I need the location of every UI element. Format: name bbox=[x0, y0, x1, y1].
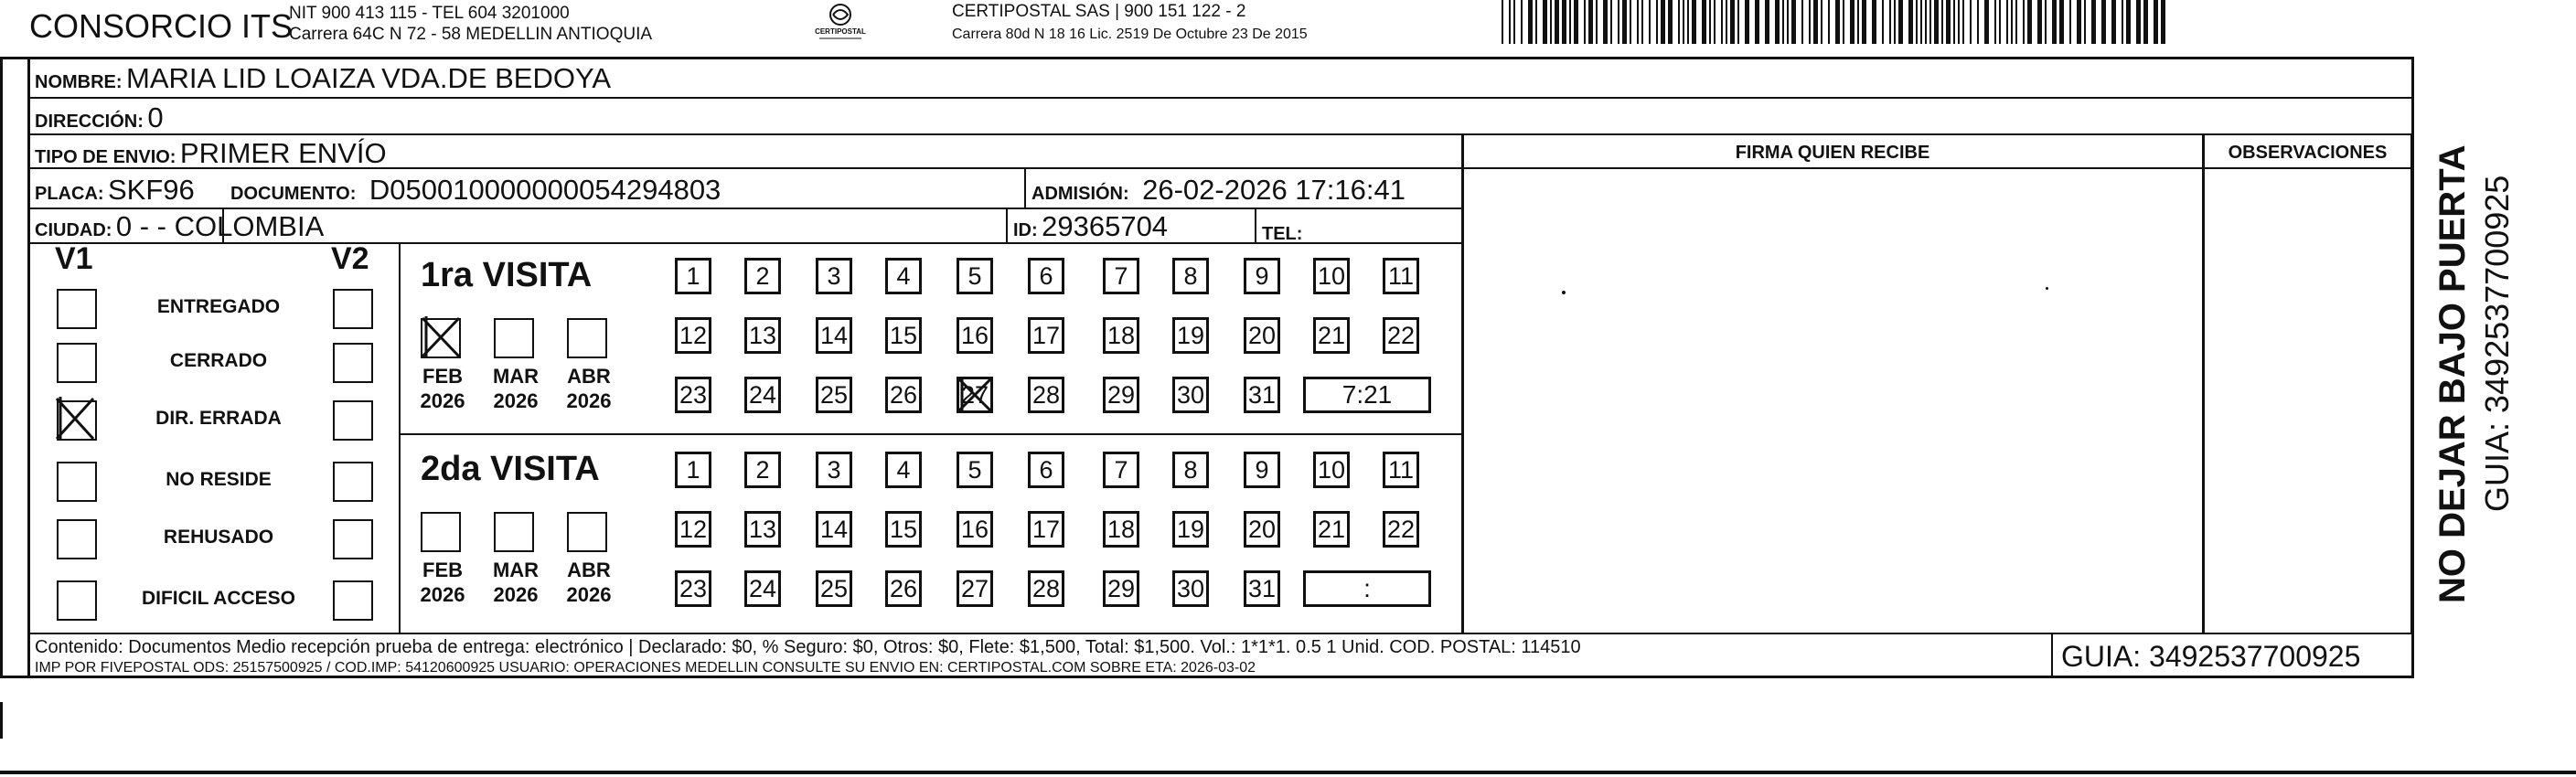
day-box[interactable]: 9 bbox=[1244, 452, 1280, 488]
company-name: CONSORCIO ITS bbox=[29, 7, 294, 45]
form-left-border bbox=[0, 57, 3, 678]
barcode-bar bbox=[1821, 0, 1822, 44]
day-box[interactable]: 13 bbox=[744, 317, 781, 354]
status-option-label: CERRADO bbox=[169, 350, 268, 371]
side-guia: GUIA: 3492537700925 bbox=[2478, 175, 2516, 512]
barcode-bar bbox=[1521, 0, 1523, 44]
day-box[interactable]: 3 bbox=[816, 258, 852, 294]
month-year: 2026 bbox=[566, 583, 612, 606]
barcode-bar bbox=[1843, 0, 1844, 44]
day-box[interactable]: 18 bbox=[1103, 511, 1139, 548]
barcode-bar bbox=[2069, 0, 2071, 44]
barcode-bar bbox=[1574, 0, 1578, 44]
day-box[interactable]: 29 bbox=[1103, 377, 1139, 413]
month-label bbox=[563, 364, 615, 413]
v2-checkbox[interactable] bbox=[333, 580, 373, 621]
barcode-bar bbox=[2122, 0, 2123, 44]
barcode-bar bbox=[1755, 0, 1759, 44]
day-box[interactable]: 5 bbox=[957, 258, 993, 294]
day-box[interactable]: 28 bbox=[1028, 570, 1064, 607]
barcode-bar bbox=[2045, 0, 2047, 44]
address-line: Carrera 64C N 72 - 58 MEDELLIN ANTIOQUIA bbox=[289, 25, 653, 44]
day-box[interactable]: 26 bbox=[885, 377, 922, 413]
barcode-bar bbox=[1958, 0, 1960, 44]
day-box[interactable]: 30 bbox=[1172, 377, 1209, 413]
bottom-edge-line bbox=[0, 771, 2576, 774]
barcode-bar bbox=[1929, 0, 1931, 44]
visit-time-box[interactable]: 7:21 bbox=[1303, 377, 1431, 413]
month-checkbox[interactable] bbox=[567, 512, 607, 552]
day-box[interactable]: 23 bbox=[675, 377, 711, 413]
day-box[interactable]: 26 bbox=[885, 570, 922, 607]
barcode-bar bbox=[1528, 0, 1533, 44]
barcode-bar bbox=[1509, 0, 1511, 44]
v1-label: V1 bbox=[55, 241, 93, 276]
id-field: ID: 29365704 bbox=[1013, 210, 1169, 242]
day-box[interactable]: 25 bbox=[816, 570, 852, 607]
handwritten-mark-icon bbox=[53, 395, 97, 442]
day-box[interactable]: 8 bbox=[1172, 258, 1209, 294]
barcode-bar bbox=[1603, 0, 1608, 44]
v1-checkbox[interactable] bbox=[57, 580, 97, 621]
imp-line: IMP POR FIVEPOSTAL ODS: 25157500925 / COD.IMP: 54120600925 USUARIO: OPERACIONES MEDELLIN CONSULTE SU ENVIO EN: CERTIPOSTAL.COM SOBRE ETA: 2026-03-02 bbox=[35, 660, 1256, 676]
month-label bbox=[417, 364, 468, 413]
direccion-value: 0 bbox=[147, 101, 164, 133]
barcode-bar bbox=[1721, 0, 1723, 44]
barcode-bar bbox=[1661, 0, 1665, 44]
id-value: 29365704 bbox=[1042, 210, 1169, 242]
month-name: ABR bbox=[567, 365, 611, 388]
day-box[interactable]: 27 bbox=[957, 570, 993, 607]
placa-value: SKF96 bbox=[108, 174, 195, 206]
day-box[interactable]: 5 bbox=[957, 452, 993, 488]
day-box[interactable]: 13 bbox=[744, 511, 781, 548]
day-box[interactable]: 14 bbox=[816, 317, 852, 354]
month-label bbox=[563, 558, 615, 607]
month-name: MAR bbox=[492, 365, 540, 388]
stray-dot bbox=[1562, 291, 1566, 294]
day-box[interactable]: 11 bbox=[1383, 452, 1419, 488]
barcode-bar bbox=[1835, 0, 1840, 44]
barcode-bar bbox=[1588, 0, 1593, 44]
month-checkbox[interactable] bbox=[494, 512, 534, 552]
day-box[interactable]: 7 bbox=[1103, 258, 1139, 294]
barcode-bar bbox=[1555, 0, 1559, 44]
v1-checkbox[interactable] bbox=[57, 343, 97, 383]
month-year: 2026 bbox=[493, 583, 539, 606]
barcode-bar bbox=[1970, 0, 1972, 44]
barcode-bar bbox=[1543, 0, 1547, 44]
no-dejar-bajo-puerta: NO DEJAR BAJO PUERTA bbox=[2432, 144, 2473, 603]
ciudad-value: 0 - - COLOMBIA bbox=[115, 210, 325, 242]
certipostal-logo: CERTIPOSTAL bbox=[808, 2, 872, 48]
tel-field: TEL: bbox=[1262, 224, 1303, 244]
month-year: 2026 bbox=[493, 389, 539, 412]
v2-label: V2 bbox=[331, 241, 369, 276]
barcode-bar bbox=[1908, 0, 1913, 44]
day-box[interactable]: 12 bbox=[675, 317, 711, 354]
barcode-bar bbox=[1668, 0, 1673, 44]
v2-checkbox[interactable] bbox=[333, 462, 373, 502]
visit-title: 1ra VISITA bbox=[421, 256, 593, 294]
day-box[interactable]: 3 bbox=[816, 452, 852, 488]
barcode-bar bbox=[1656, 0, 1658, 44]
barcode-bar bbox=[1692, 0, 1696, 44]
barcode bbox=[1502, 0, 2176, 46]
barcode-bar bbox=[1894, 0, 1896, 44]
barcode-bar bbox=[1934, 0, 1939, 44]
barcode-bar bbox=[2143, 0, 2148, 44]
month-name: MAR bbox=[492, 559, 540, 581]
day-box[interactable]: 10 bbox=[1313, 258, 1350, 294]
month-name: FEB bbox=[422, 559, 463, 581]
barcode-bar bbox=[1550, 0, 1552, 44]
admision-field: ADMISIÓN: 26-02-2026 17:16:41 bbox=[1031, 174, 1406, 206]
day-box[interactable]: 9 bbox=[1244, 258, 1280, 294]
documento-field: DOCUMENTO: D050010000000054294803 bbox=[230, 174, 721, 206]
barcode-bar bbox=[1649, 0, 1651, 44]
nombre-field: NOMBRE: MARIA LID LOAIZA VDA.DE BEDOYA bbox=[35, 62, 612, 94]
status-option-label: DIFICIL ACCESO bbox=[141, 588, 295, 609]
barcode-bar bbox=[1862, 0, 1866, 44]
day-box[interactable]: 24 bbox=[744, 377, 781, 413]
barcode-bar bbox=[1962, 0, 1964, 44]
barcode-bar bbox=[1765, 0, 1769, 44]
barcode-bar bbox=[1977, 0, 1979, 44]
month-name: FEB bbox=[422, 365, 463, 388]
barcode-bar bbox=[2101, 0, 2106, 44]
barcode-bar bbox=[1809, 0, 1811, 44]
month-checkbox[interactable] bbox=[421, 512, 461, 552]
day-box[interactable]: 23 bbox=[675, 570, 711, 607]
barcode-bar bbox=[1618, 0, 1619, 44]
month-checkbox[interactable] bbox=[494, 318, 534, 358]
day-box[interactable]: 16 bbox=[957, 317, 993, 354]
day-box[interactable]: 27 bbox=[957, 377, 993, 413]
day-box[interactable]: 11 bbox=[1383, 258, 1419, 294]
month-name: ABR bbox=[567, 559, 611, 581]
barcode-bar bbox=[1569, 0, 1571, 44]
barcode-bar bbox=[1535, 0, 1537, 44]
day-box[interactable]: 24 bbox=[744, 570, 781, 607]
barcode-bar bbox=[1584, 0, 1586, 44]
status-option-label: REHUSADO bbox=[163, 527, 274, 548]
month-checkbox[interactable] bbox=[567, 318, 607, 358]
barcode-bar bbox=[1745, 0, 1749, 44]
day-box[interactable]: 1 bbox=[675, 452, 711, 488]
v2-checkbox[interactable] bbox=[333, 519, 373, 559]
day-box[interactable]: 22 bbox=[1383, 511, 1419, 548]
barcode-bar bbox=[1730, 0, 1735, 44]
contenido-line: Contenido: Documentos Medio recepción prueba de entrega: electrónico | Declarado: $0, % Seguro: $0, Otros: $0, Flete: $1,500, Total: $1,500. Vol.: 1*1*1. 0.5 1 Unid. COD. POSTAL: 114510 bbox=[35, 637, 1581, 657]
day-box[interactable]: 7 bbox=[1103, 452, 1139, 488]
visit-title: 2da VISITA bbox=[421, 450, 600, 488]
day-box[interactable]: 21 bbox=[1313, 511, 1350, 548]
barcode-bar bbox=[1596, 0, 1598, 44]
barcode-bar bbox=[2011, 0, 2013, 44]
barcode-bar bbox=[1946, 0, 1951, 44]
barcode-bar bbox=[1941, 0, 1943, 44]
barcode-bar bbox=[2059, 0, 2064, 44]
barcode-bar bbox=[2077, 0, 2081, 44]
admision-value: 26-02-2026 17:16:41 bbox=[1142, 174, 1406, 206]
stray-dot bbox=[2046, 287, 2048, 290]
v2-checkbox[interactable] bbox=[333, 289, 373, 329]
firma-header: FIRMA QUIEN RECIBE bbox=[1735, 143, 1930, 163]
month-label bbox=[490, 558, 541, 607]
day-box[interactable]: 20 bbox=[1244, 317, 1280, 354]
day-box[interactable]: 22 bbox=[1383, 317, 1419, 354]
barcode-bar bbox=[1637, 0, 1639, 44]
v2-checkbox[interactable] bbox=[333, 343, 373, 383]
barcode-bar bbox=[1782, 0, 1784, 44]
day-box[interactable]: 19 bbox=[1172, 317, 1209, 354]
barcode-bar bbox=[1610, 0, 1612, 44]
barcode-bar bbox=[1857, 0, 1859, 44]
barcode-bar bbox=[1683, 0, 1684, 44]
v1-checkbox[interactable] bbox=[57, 289, 97, 329]
guia-box-value: GUIA: 3492537700925 bbox=[2061, 640, 2361, 673]
day-box[interactable]: 20 bbox=[1244, 511, 1280, 548]
handwritten-mark-icon bbox=[419, 314, 463, 360]
day-box[interactable]: 19 bbox=[1172, 511, 1209, 548]
barcode-bar bbox=[1641, 0, 1643, 44]
day-box[interactable]: 15 bbox=[885, 511, 922, 548]
day-box[interactable]: 31 bbox=[1244, 570, 1280, 607]
month-label bbox=[417, 558, 468, 607]
barcode-bar bbox=[1999, 0, 2001, 44]
barcode-bar bbox=[2027, 0, 2032, 44]
barcode-bar bbox=[2037, 0, 2042, 44]
license-line: Carrera 80d N 18 16 Lic. 2519 De Octubre 23 De 2015 bbox=[952, 27, 1308, 42]
barcode-bar bbox=[2023, 0, 2025, 44]
observaciones-header: OBSERVACIONES bbox=[2228, 143, 2388, 163]
barcode-bar bbox=[1502, 0, 1503, 44]
month-year: 2026 bbox=[420, 583, 465, 606]
v1-checkbox[interactable] bbox=[57, 519, 97, 559]
day-box[interactable]: 2 bbox=[744, 452, 781, 488]
barcode-bar bbox=[1801, 0, 1803, 44]
day-box[interactable]: 2 bbox=[744, 258, 781, 294]
barcode-bar bbox=[1513, 0, 1515, 44]
nombre-value: MARIA LID LOAIZA VDA.DE BEDOYA bbox=[126, 62, 612, 94]
barcode-bar bbox=[1813, 0, 1818, 44]
barcode-bar bbox=[2126, 0, 2131, 44]
day-box[interactable]: 21 bbox=[1313, 317, 1350, 354]
day-box[interactable]: 28 bbox=[1028, 377, 1064, 413]
barcode-bar bbox=[1916, 0, 1918, 44]
day-box[interactable]: 30 bbox=[1172, 570, 1209, 607]
barcode-bar bbox=[1630, 0, 1631, 44]
v2-checkbox[interactable] bbox=[333, 400, 373, 441]
barcode-bar bbox=[2161, 0, 2165, 44]
day-box[interactable]: 17 bbox=[1028, 511, 1064, 548]
day-box[interactable]: 8 bbox=[1172, 452, 1209, 488]
barcode-bar bbox=[2136, 0, 2141, 44]
barcode-bar bbox=[1994, 0, 1996, 44]
visit-time-box[interactable]: : bbox=[1303, 570, 1431, 607]
placa-field: PLACA: SKF96 bbox=[35, 174, 195, 206]
barcode-bar bbox=[2006, 0, 2008, 44]
day-box[interactable]: 31 bbox=[1244, 377, 1280, 413]
tipo-envio-field: TIPO DE ENVIO: PRIMER ENVÍO bbox=[35, 137, 387, 169]
day-box[interactable]: 14 bbox=[816, 511, 852, 548]
barcode-bar bbox=[1850, 0, 1855, 44]
barcode-bar bbox=[1622, 0, 1627, 44]
barcode-bar bbox=[1872, 0, 1876, 44]
day-box[interactable]: 10 bbox=[1313, 452, 1350, 488]
barcode-bar bbox=[1562, 0, 1566, 44]
month-label bbox=[490, 364, 541, 413]
form-top-border bbox=[0, 57, 2414, 59]
barcode-bar bbox=[1726, 0, 1727, 44]
tipo-envio-value: PRIMER ENVÍO bbox=[179, 137, 387, 169]
barcode-bar bbox=[1882, 0, 1884, 44]
barcode-bar bbox=[1828, 0, 1830, 44]
barcode-bar bbox=[1714, 0, 1716, 44]
direccion-field: DIRECCIÓN: 0 bbox=[35, 101, 164, 133]
barcode-bar bbox=[2111, 0, 2116, 44]
status-option-label: ENTREGADO bbox=[156, 296, 281, 317]
barcode-bar bbox=[1984, 0, 1989, 44]
status-option-label: NO RESIDE bbox=[166, 469, 272, 490]
barcode-bar bbox=[1791, 0, 1796, 44]
documento-value: D050010000000054294803 bbox=[369, 174, 721, 206]
day-box[interactable]: 12 bbox=[675, 511, 711, 548]
day-box[interactable]: 17 bbox=[1028, 317, 1064, 354]
barcode-bar bbox=[2091, 0, 2096, 44]
barcode-bar bbox=[1925, 0, 1927, 44]
v1-checkbox[interactable] bbox=[57, 462, 97, 502]
barcode-bar bbox=[1687, 0, 1689, 44]
barcode-bar bbox=[1709, 0, 1711, 44]
barcode-bar bbox=[2154, 0, 2158, 44]
barcode-bar bbox=[2084, 0, 2086, 44]
day-box[interactable]: 4 bbox=[885, 452, 922, 488]
day-box[interactable]: 1 bbox=[675, 258, 711, 294]
day-box[interactable]: 18 bbox=[1103, 317, 1139, 354]
nit-line: NIT 900 413 115 - TEL 604 3201000 bbox=[289, 4, 570, 23]
month-year: 2026 bbox=[420, 389, 465, 412]
barcode-bar bbox=[1898, 0, 1903, 44]
day-box[interactable]: 6 bbox=[1028, 452, 1064, 488]
barcode-bar bbox=[1889, 0, 1891, 44]
handwritten-mark-icon bbox=[955, 375, 995, 415]
barcode-bar bbox=[2015, 0, 2017, 44]
barcode-bar bbox=[1787, 0, 1789, 44]
day-box[interactable]: 29 bbox=[1103, 570, 1139, 607]
barcode-bar bbox=[1775, 0, 1780, 44]
carrier-line: CERTIPOSTAL SAS | 900 151 122 - 2 bbox=[952, 2, 1246, 21]
barcode-bar bbox=[1678, 0, 1680, 44]
barcode-bar bbox=[1920, 0, 1922, 44]
barcode-bar bbox=[1702, 0, 1706, 44]
day-box[interactable]: 25 bbox=[816, 377, 852, 413]
month-year: 2026 bbox=[566, 389, 612, 412]
barcode-bar bbox=[1737, 0, 1739, 44]
day-box[interactable]: 4 bbox=[885, 258, 922, 294]
day-box[interactable]: 16 bbox=[957, 511, 993, 548]
status-option-label: DIR. ERRADA bbox=[155, 408, 282, 429]
ciudad-field: CIUDAD: 0 - - COLOMBIA bbox=[35, 210, 325, 242]
day-box[interactable]: 6 bbox=[1028, 258, 1064, 294]
barcode-bar bbox=[1953, 0, 1955, 44]
barcode-bar bbox=[2052, 0, 2057, 44]
day-box[interactable]: 15 bbox=[885, 317, 922, 354]
